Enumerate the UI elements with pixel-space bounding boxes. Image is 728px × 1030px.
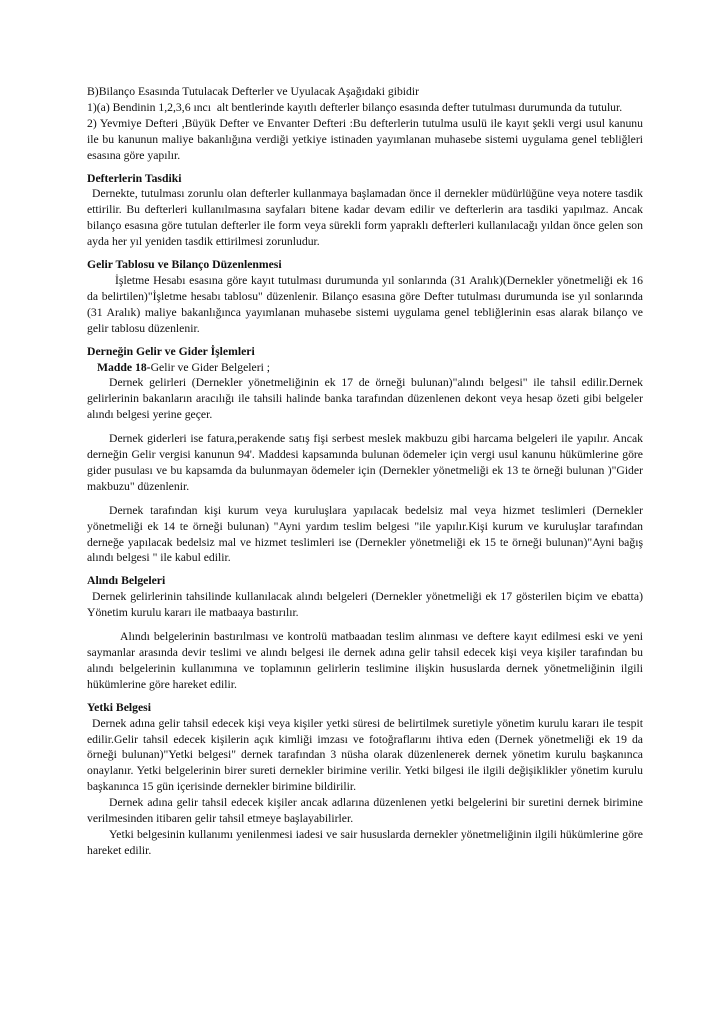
section-b-item-1: 1)(a) Bendinin 1,2,3,6 ıncı alt bentlerinde kayıtlı defterler bilanço esasında defter tutulması durumunda da tutulur.	[87, 100, 623, 114]
yetki-heading: Yetki Belgesi	[87, 700, 151, 714]
tasdik-heading: Defterlerin Tasdiki	[87, 171, 182, 185]
gelir-gider-para-2: Dernek giderleri ise fatura,perakende satış fişi serbest meslek makbuzu gibi harcama belgeleri ile yapılır. Ancak derneğin Gelir vergisi kanunun 94'. Maddesi kapsamında bulunan ödemeler için vergi usul kanunu hükümlerine göre gider pusulası ve bu kapsamda da bulunmayan ödemeler için (Dernekler yönetmeliği ek 13 te örneği bulunan )"Gider makbuzu" düzenlenir.	[87, 432, 643, 493]
yetki-para-1: Dernek adına gelir tahsil edecek kişi veya kişiler yetki süresi de belirtilmek suretiyle yönetim kurulu kararı ile tespit edilir.Gelir tahsil edecek kişilerin açık kimliği imzası ve fotoğraflarını ihtiva eden (Dernek yönetmeliği ek 19 da örneği bulunan)"Yetki belgesi" dernek tarafından 3 nüsha olarak düzenlenerek dernek yönetim kurulu başkanınca onaylanır. Yetki belgelerinin birer sureti dernekler birimine verilir. Yetki bilgesi ile ilgili değişiklikler yönetim kurulu başkanınca 15 gün içerisinde dernekler birimine bildirilir.	[87, 716, 643, 794]
document-page	[87, 84, 643, 859]
gelir-gider-para-3: Dernek tarafından kişi kurum veya kuruluşlara yapılacak bedelsiz mal veya hizmet teslimleri (Dernekler yönetmeliği ek 14 te örneği bulunan) "Ayni yardım teslim belgesi "ile yapılır.Kişi kurum ve kuruluşlar tarafından derneğe yapılacak bedelsiz mal ve hizmet teslimleri ise (Dernekler yönetmeliği ek 15 te örneği bulunan)"Ayni bağış alındı belgesi " ile kabul edilir.	[87, 503, 643, 565]
yetki-para-2: Dernek adına gelir tahsil edecek kişiler ancak adlarına düzenlenen yetki belgelerini bir suretini dernek birimine verilmesinden itibaren gelir tahsil etmeye başlayabilirler.	[87, 796, 643, 826]
madde-label: Madde 18-	[97, 360, 151, 374]
section-b-title: B)Bilanço Esasında Tutulacak Defterler ve Uyulacak Aşağıdaki gibidir	[87, 85, 420, 98]
tasdik-body: Dernekte, tutulması zorunlu olan defterler kullanmaya başlamadan önce il dernekler müdürlüğüne veya notere tasdik ettirilir. Bu defterleri kullanılmasına sayfaları bitene kadar devam edilir ve defterlerin ara tasdiki yapılmaz. Ancak bilanço esasına göre tutulan defterler ile form veya sürekli form yapraklı defterleri kullanılacağı yıldan önce gelen son ayda her yıl yeniden tasdik ettirilmesi zorunludur.	[87, 187, 643, 249]
gelir-tablosu-body: İşletme Hesabı esasına göre kayıt tutulması durumunda yıl sonlarında (31 Aralık)(Dernekler yönetmeliği ek 16 da belirtilen)"İşletme hesabı tablosu" düzenlenir. Bilanço esasına göre Defter tutulması durumunda ise yıl sonlarında (31 Aralık) maliye bakanlığınca yayımlanan muhasebe sistemi uygulama genel tebliğlerinin esas alarak bilanço ve gelir tablosu düzenlenir.	[87, 273, 643, 335]
alindi-para-2: Alındı belgelerinin bastırılması ve kontrolü matbaadan teslim alınması ve deftere kayıt edilmesi eski ve yeni saymanlar arasında devir teslimi ve alındı belgesi ile dernek adına gelir tahsil edecek kişi veya kişiler tarafından bu alındı belgelerinin kullanımına ve toplamının gelirlerin teslimine ilişkin hususlarda dernek yönetmeliğinin ilgili hükümlerine göre hareket edilir.	[87, 630, 643, 691]
gelir-tablosu-heading: Gelir Tablosu ve Bilanço Düzenlenmesi	[87, 258, 282, 272]
madde-text: Gelir ve Gider Belgeleri ;	[150, 360, 271, 374]
alindi-para-1: Dernek gelirlerinin tahsilinde kullanılacak alındı belgeleri (Dernekler yönetmeliği ek 17 gösterilen biçim ve ebatta) Yönetim kurulu kararı ile matbaaya bastırılır.	[87, 590, 643, 620]
section-b-item-2: 2) Yevmiye Defteri ,Büyük Defter ve Envanter Defteri :Bu defterlerin tutulma usulü ile kayıt şekli vergi usul kanunu ile bu kanunun maliye bakanlığına verdiği yetkiye istinaden yayımlanan muhasebe sistemi uygulama genel tebliğleri esasına göre yapılır.	[87, 116, 643, 162]
gelir-gider-heading: Derneğin Gelir ve Gider İşlemleri	[87, 344, 255, 358]
madde-line	[87, 360, 643, 376]
alindi-heading: Alındı Belgeleri	[87, 574, 166, 588]
yetki-para-3: Yetki belgesinin kullanımı yenilenmesi iadesi ve sair hususlarda dernekler yönetmeliğinin ilgili hükümlerine göre hareket edilir.	[87, 827, 643, 857]
gelir-gider-para-1: Dernek gelirleri (Dernekler yönetmeliğinin ek 17 de örneği bulunan)"alındı belgesi" ile tahsil edilir.Dernek gelirlerinin bakanların aracılığı ile tahsili halinde banka tarafından düzenlenen dekont veya hesap özeti gibi belgeler alındı belgesi yerine geçer.	[87, 376, 643, 422]
